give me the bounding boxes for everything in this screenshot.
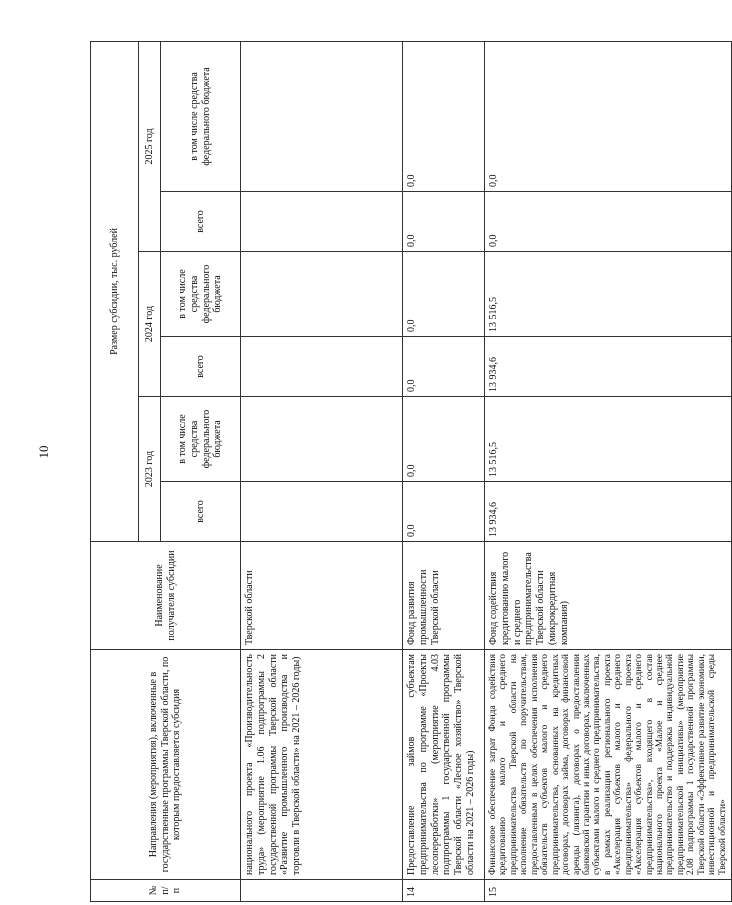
row-value: 13 516,5 <box>485 397 732 482</box>
row-direction: Предоставление займов субъектам предпринимательства по программе «Проекты лесопереработки» (мероприятие 4.03 подпрограммы 1 государственной программы Тверской области «Лесное хозяйство» Тверской области на 2021 – 2026 годы) <box>403 650 485 880</box>
row-value <box>241 482 403 542</box>
subsidy-table <box>90 41 732 902</box>
header-year-2023: 2023 год <box>139 397 161 542</box>
header-federal-2025: в том числе средства федерального бюджета <box>161 41 241 191</box>
table-row <box>241 41 403 901</box>
row-value: 0,0 <box>403 397 485 482</box>
header-num: № п/п <box>91 880 241 902</box>
row-value: 0,0 <box>403 41 485 191</box>
row-direction: национального проекта «Производительность труда» (мероприятие 1.06 подпрограммы 2 государственной программы Тверской области «Развитие промышленного производства и торговли в Тверской области» на 2021 – 2026 годы) <box>241 650 403 880</box>
row-value <box>241 337 403 397</box>
row-value: 0,0 <box>403 482 485 542</box>
row-value <box>241 192 403 252</box>
row-num: 15 <box>485 880 732 902</box>
row-recipient: Тверской области <box>241 542 403 650</box>
header-subsidy-size: Размер субсидии, тыс. рублей <box>91 41 139 541</box>
page-number: 10 <box>36 445 51 459</box>
row-value: 0,0 <box>403 192 485 252</box>
rotated-table-container <box>90 42 728 902</box>
header-total-2025: всего <box>161 192 241 252</box>
header-direction: Направления (мероприятия), включенные в государственные программы Тверской области, по которым предоставляется субсидия <box>91 650 241 880</box>
row-value: 0,0 <box>403 252 485 337</box>
row-direction: Финансовое обеспечение затрат Фонда содействия кредитованию малого и среднего предпринимательства Тверской области на исполнение обязательств по поручительствам, предоставленным в целях обеспечения исполнения обязательств субъектов малого и среднего предпринимательства, основанных на кредитных договорах, договорах займа, договорах финансовой аренды (лизинга), договорах о предоставлении банковской гарантии и иных договорах, заключенных субъектами малого и среднего предпринимательства, в рамках реализации регионального проекта «Акселерация субъектов малого и среднего предпринимательства» федерального проекта «Акселерация субъектов малого и среднего предпринимательства», входящего в состав национального проекта «Малое и среднее предпринимательство и поддержка индивидуальной предпринимательской инициативы» (мероприятие 2.08 подпрограммы 1 государственной программы Тверской области «Эффективное развитие экономики, инвестиционной и предпринимательской среды Тверской области» <box>485 650 732 880</box>
header-federal-2023: в том числе средства федерального бюджета <box>161 397 241 482</box>
header-total-2023: всего <box>161 482 241 542</box>
header-year-2025: 2025 год <box>139 41 161 251</box>
row-recipient: Фонд развития промышленности Тверской области <box>403 542 485 650</box>
row-value: 13 934,6 <box>485 482 732 542</box>
row-value <box>241 41 403 191</box>
row-value: 13 934,6 <box>485 337 732 397</box>
header-year-2024: 2024 год <box>139 252 161 397</box>
row-value: 13 516,5 <box>485 252 732 337</box>
row-value: 0,0 <box>485 41 732 191</box>
row-value: 0,0 <box>403 337 485 397</box>
table-row <box>485 41 732 901</box>
row-recipient: Фонд содействия кредитованию малого и среднего предпринимательства Тверской области (микрокредитная компания) <box>485 542 732 650</box>
row-value <box>241 252 403 337</box>
row-value: 0,0 <box>485 192 732 252</box>
row-value <box>241 397 403 482</box>
table-row <box>403 41 485 901</box>
header-federal-2024: в том числе средства федерального бюджета <box>161 252 241 337</box>
header-total-2024: всего <box>161 337 241 397</box>
header-recipient: Наименование получателя субсидии <box>91 542 241 650</box>
row-num <box>241 880 403 902</box>
row-num: 14 <box>403 880 485 902</box>
